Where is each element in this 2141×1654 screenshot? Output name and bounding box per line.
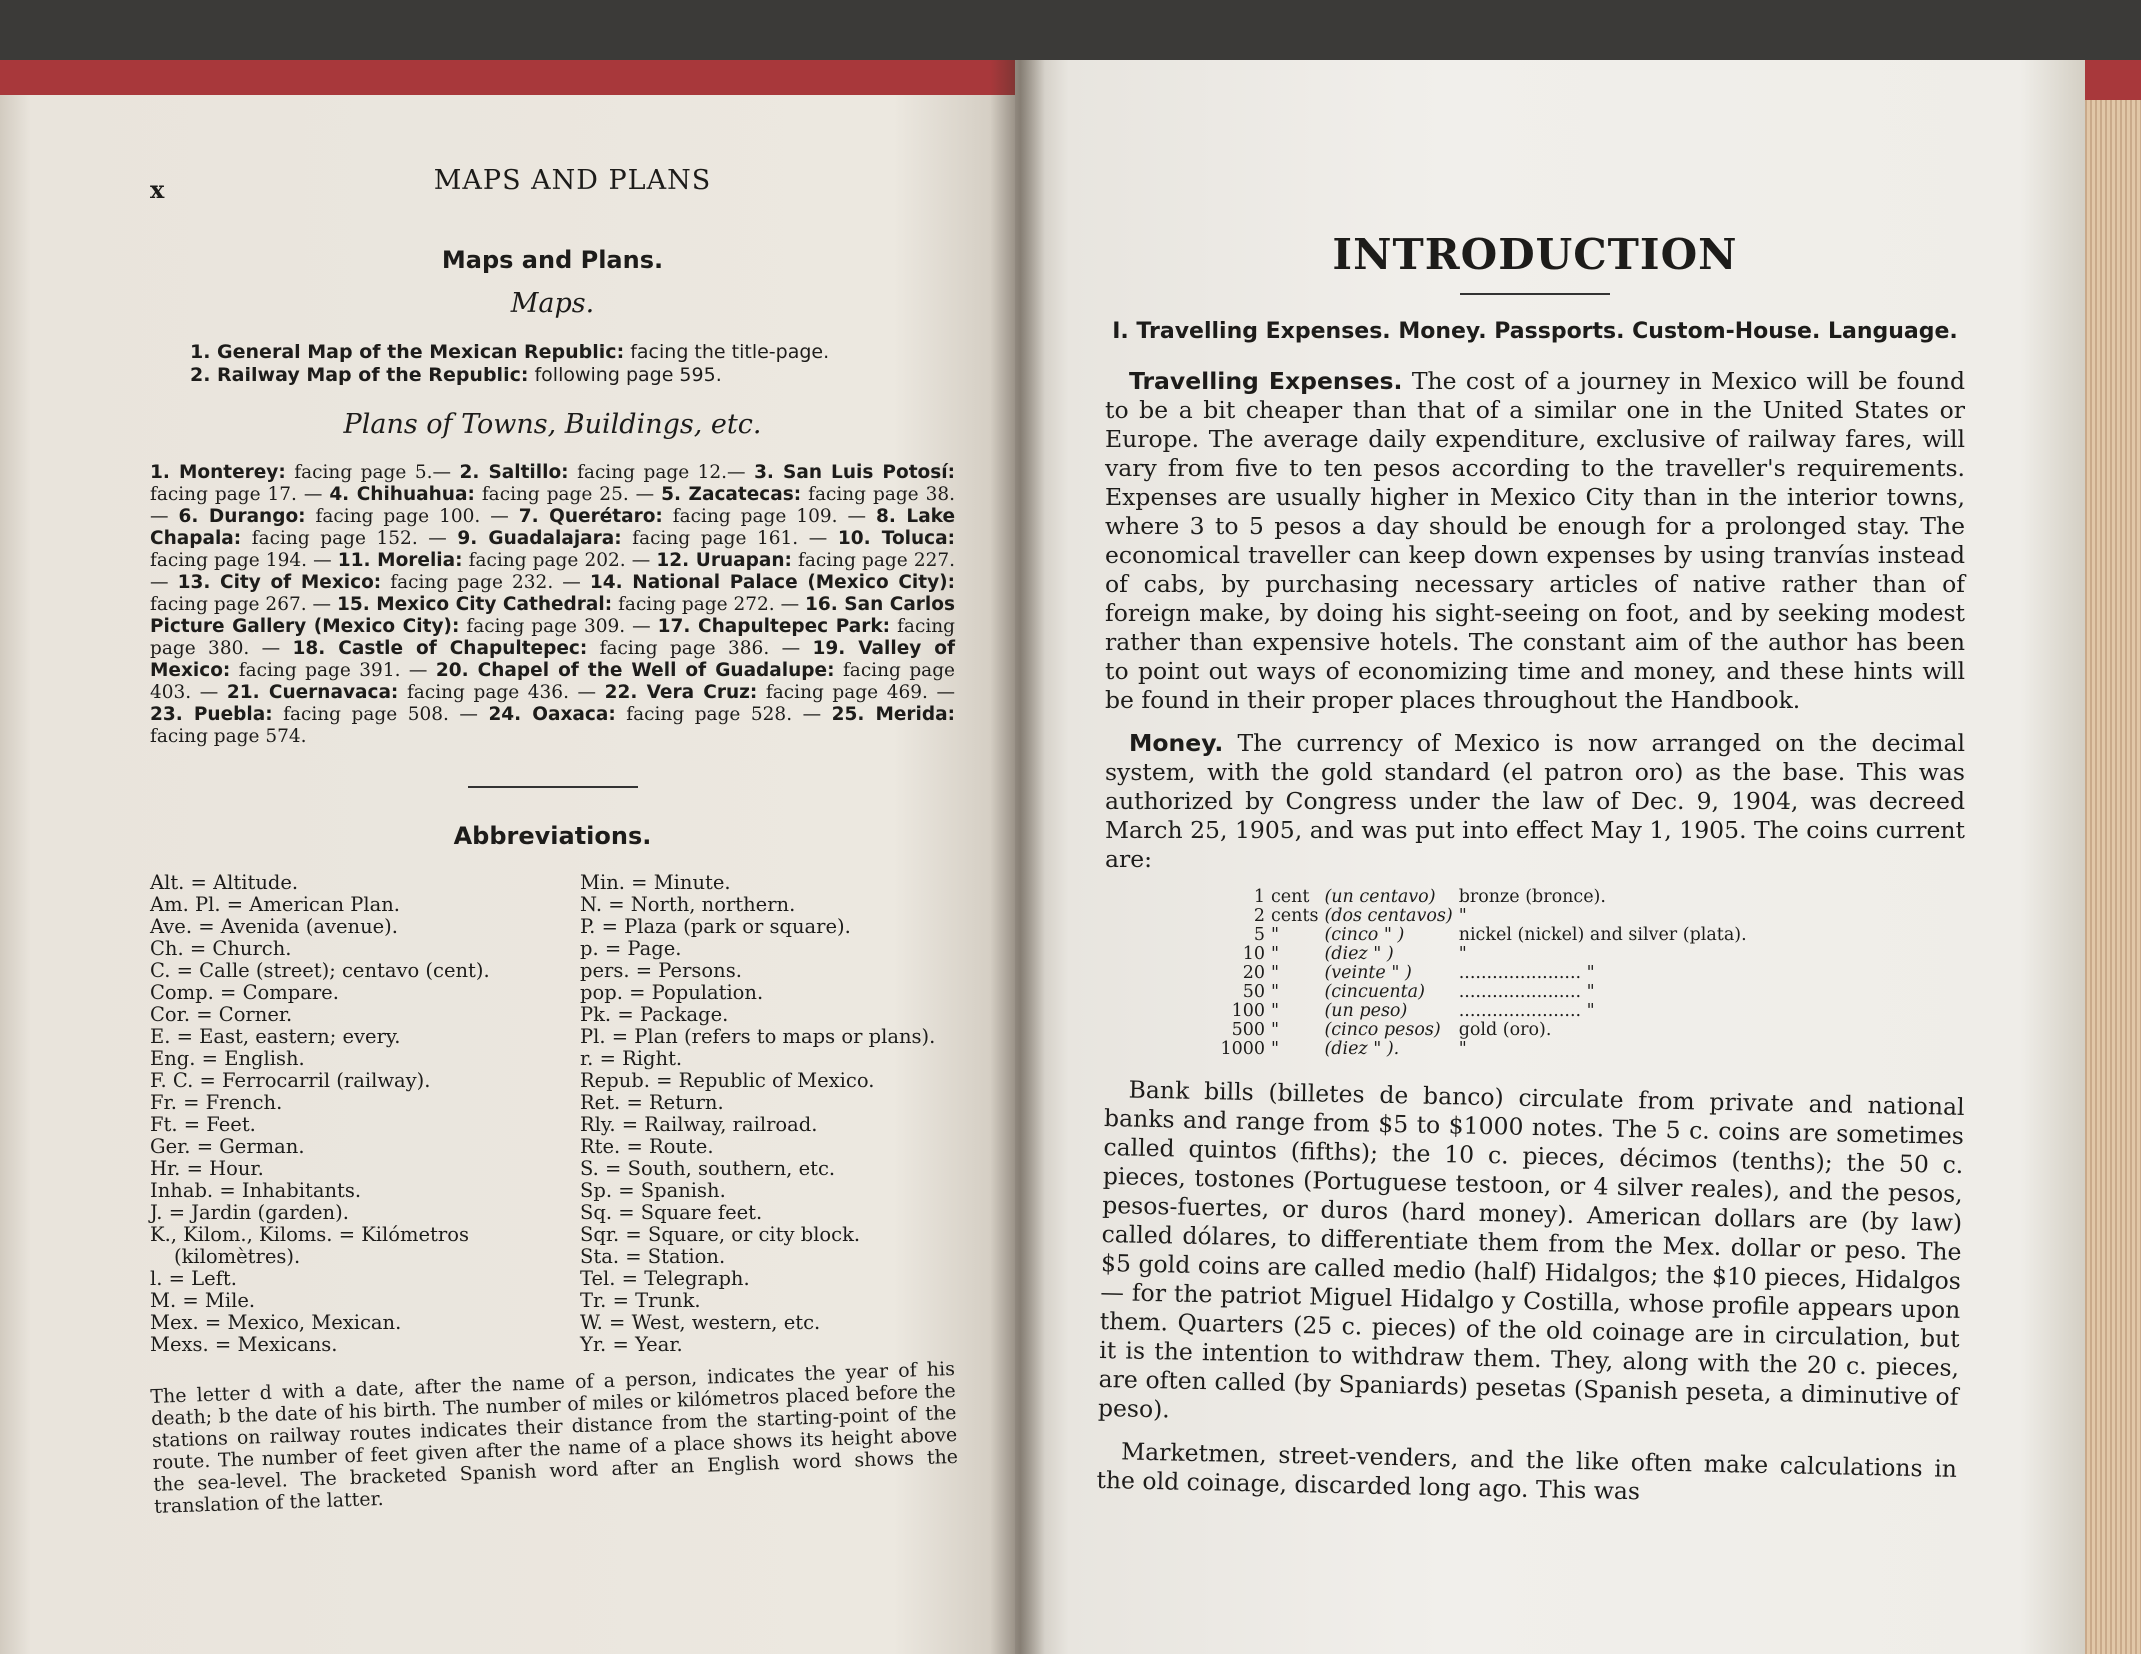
- coin-num: 10: [1242, 944, 1265, 964]
- coin-unit: ": [1271, 982, 1280, 1002]
- abbreviation-item: Min. = Minute.: [580, 871, 731, 894]
- plan-entry: 19. Valley of Mexico: facing page 391. —: [150, 638, 956, 681]
- book-spine: [990, 60, 1045, 1654]
- abbreviation-item: Ave. = Avenida (avenue).: [150, 915, 398, 938]
- plan-entry: 5. Zacatecas: facing page 38. —: [150, 484, 956, 527]
- abbreviation-item: Ch. = Church.: [150, 937, 292, 960]
- coin-row: [1185, 1040, 1753, 1059]
- map-entry: 2. Railway Map of the Republic: following page 595.: [190, 364, 722, 386]
- abbreviation-item: Pl. = Plan (refers to maps or plans).: [580, 1025, 936, 1048]
- coin-unit: ": [1271, 963, 1280, 983]
- abbreviation-item: Rte. = Route.: [580, 1135, 714, 1158]
- plan-entry: 24. Oaxaca: facing page 528. —: [488, 704, 832, 725]
- section-title: Maps and Plans.: [441, 246, 664, 274]
- plan-entry: 4. Chihuahua: facing page 25. —: [329, 484, 662, 505]
- plan-entry: 22. Vera Cruz: facing page 469. —: [604, 682, 956, 703]
- coin-unit: cent: [1271, 887, 1310, 907]
- abbreviation-item: N. = North, northern.: [580, 893, 796, 916]
- marketmen-paragraph: Marketmen, street-venders, and the like often make calculations in the old coinage, discarded long ago. This was: [1096, 1437, 1958, 1506]
- abbreviations-column-left: [150, 872, 570, 1356]
- abbreviation-item: P. = Plaza (park or square).: [580, 915, 851, 938]
- maps-heading: Maps.: [510, 288, 595, 319]
- abbreviation-item: Sqr. = Square, or city block.: [580, 1223, 861, 1246]
- left-page: [0, 95, 1015, 1654]
- chapter-title: INTRODUCTION: [1332, 230, 1738, 279]
- running-head: MAPS AND PLANS: [433, 165, 712, 196]
- maps-list: [150, 341, 955, 387]
- abbreviation-item: Hr. = Hour.: [150, 1157, 264, 1180]
- coin-num: 500: [1231, 1020, 1265, 1040]
- plan-entry: 25. Merida: facing page 574.: [150, 704, 956, 747]
- coin-metal: ...................... ": [1458, 1001, 1595, 1021]
- plan-entry: 14. National Palace (Mexico City): facing page 267. —: [150, 572, 955, 615]
- coin-metal: ": [1458, 906, 1467, 926]
- plan-entry: 12. Uruapan: facing page 227. —: [150, 550, 956, 593]
- plan-entry: 1. Monterey: facing page 5.—: [150, 462, 460, 483]
- coin-num: 50: [1242, 982, 1265, 1002]
- abbreviation-item: W. = West, western, etc.: [580, 1311, 821, 1334]
- bank-bills-paragraph: Bank bills (billetes de banco) circulate from private and national banks and range from $5 to $1000 notes. The 5 c. coins are sometimes called quintos (fifths); the 10 c. pieces, décimos (tenths); the 50 c. pieces, tostones (Portuguese testoon, or 4 silver reales), and the pesos, pesos-fuertes, or duros (hard money). American dollars are (by law) called dólares, to differentiate them from the Mex. dollar or peso. The $5 gold coins are called medio (half) Hidalgos; the $10 pieces, Hidalgos — for the patriot Miguel Hidalgo y Costilla, whose profile appears upon them. Quarters (25 c. pieces) of the old coinage are in circulation, but it is the intention to withdraw them. They, along with the 20 c. pieces, are often called (by Spaniards) pesetas (Spanish peseta, a diminutive of peso).: [1097, 1075, 1965, 1424]
- coin-spanish: (diez " ).: [1324, 1039, 1400, 1059]
- coin-unit: ": [1271, 1039, 1280, 1059]
- abbreviations-title: Abbreviations.: [453, 822, 652, 850]
- coin-row: [1185, 945, 1753, 964]
- coin-spanish: (un centavo): [1324, 887, 1436, 907]
- abbreviation-item: S. = South, southern, etc.: [580, 1157, 836, 1180]
- abbreviation-item: M. = Mile.: [150, 1289, 256, 1312]
- plan-entry: 18. Castle of Chapultepec: facing page 386. —: [292, 638, 813, 659]
- abbreviation-item: Am. Pl. = American Plan.: [150, 893, 400, 916]
- coin-spanish: (diez " ): [1324, 944, 1394, 964]
- abbreviation-item: (kilomètres).: [174, 1245, 301, 1268]
- abbreviation-item: Tr. = Trunk.: [580, 1289, 701, 1312]
- plan-entry: 17. Chapultepec Park: facing page 380. —: [150, 616, 955, 659]
- abbreviation-item: Inhab. = Inhabitants.: [150, 1179, 362, 1202]
- abbreviation-item: K., Kilom., Kiloms. = Kilómetros: [150, 1223, 469, 1246]
- section-divider: [468, 786, 638, 788]
- coin-row: [1185, 1021, 1753, 1040]
- coin-num: 20: [1242, 963, 1265, 983]
- abbreviation-item: l. = Left.: [150, 1267, 237, 1290]
- coin-spanish: (dos centavos): [1324, 906, 1453, 926]
- bank-bills-block: [1096, 1075, 1965, 1513]
- abbreviation-item: Ret. = Return.: [580, 1091, 724, 1114]
- travelling-expenses-paragraph: Travelling Expenses. The cost of a journey in Mexico will be found to be a bit cheaper than that of a similar one in the United States or Europe. The average daily expenditure, exclusive of railway fares, will vary from five to ten pesos according to the traveller's requirements. Expenses are usually higher in Mexico City than in the interior towns, where 3 to 5 pesos a day should be enough for a prolonged stay. The economical traveller can keep down expenses by using tranvías instead of cabs, by purchasing necessary articles of native rather than of foreign make, by doing his sight-seeing on foot, and by seeking modest rather than expensive hotels. The constant aim of the author has been to point out ways of economizing time and money, and these hints will be found in their proper places throughout the Handbook.: [1105, 367, 1965, 714]
- abbreviation-item: pop. = Population.: [580, 981, 764, 1004]
- coin-unit: cents: [1271, 906, 1319, 926]
- plan-entry: 21. Cuernavaca: facing page 436. —: [226, 682, 605, 703]
- coin-metal: gold (oro).: [1458, 1020, 1552, 1040]
- plan-entry: 23. Puebla: facing page 508. —: [150, 704, 489, 725]
- abbreviation-item: Comp. = Compare.: [150, 981, 339, 1004]
- abbreviation-item: Sq. = Square feet.: [580, 1201, 763, 1224]
- abbreviation-item: Alt. = Altitude.: [150, 871, 299, 894]
- coin-spanish: (veinte " ): [1324, 963, 1412, 983]
- abbreviation-item: Rly. = Railway, railroad.: [580, 1113, 818, 1136]
- coin-metal: ...................... ": [1458, 982, 1595, 1002]
- coin-spanish: (un peso): [1324, 1001, 1408, 1021]
- coin-spanish: (cincuenta): [1324, 982, 1425, 1002]
- coin-num: 2: [1253, 906, 1265, 926]
- plan-entry: 13. City of Mexico: facing page 232. —: [177, 572, 590, 593]
- page-number: x: [150, 175, 165, 204]
- coin-unit: ": [1271, 925, 1280, 945]
- abbreviation-item: Sta. = Station.: [580, 1245, 726, 1268]
- plan-entry: 8. Lake Chapala: facing page 152. —: [150, 506, 956, 549]
- money-paragraph: Money. The currency of Mexico is now arranged on the decimal system, with the gold standard (el patron oro) as the base. This was authorized by Congress under the law of Dec. 9, 1904, was decreed March 25, 1905, and was put into effect May 1, 1905. The coins current are:: [1105, 729, 1965, 873]
- plan-entry: 16. San Carlos Picture Gallery (Mexico City): facing page 309. —: [150, 594, 955, 637]
- coin-row: [1185, 1002, 1753, 1021]
- coin-row: [1185, 907, 1753, 926]
- abbreviation-item: Eng. = English.: [150, 1047, 305, 1070]
- plan-entry: 10. Toluca: facing page 194. —: [150, 528, 956, 571]
- abbreviation-item: E. = East, eastern; every.: [150, 1025, 401, 1048]
- plans-list: [150, 462, 955, 748]
- plan-entry: 9. Guadalajara: facing page 161. —: [457, 528, 838, 549]
- abbreviation-item: p. = Page.: [580, 937, 682, 960]
- abbreviation-item: Yr. = Year.: [580, 1333, 683, 1356]
- abbreviations-list: [150, 872, 955, 1356]
- abbreviation-item: Mex. = Mexico, Mexican.: [150, 1311, 402, 1334]
- coin-num: 1: [1253, 887, 1265, 907]
- page-edges: [2085, 100, 2141, 1654]
- abbreviation-item: pers. = Persons.: [580, 959, 742, 982]
- abbreviation-item: Repub. = Republic of Mexico.: [580, 1069, 875, 1092]
- coin-row: [1185, 983, 1753, 1002]
- plan-entry: 20. Chapel of the Well of Guadalupe: facing page 403. —: [150, 660, 955, 703]
- abbreviation-item: Tel. = Telegraph.: [580, 1267, 750, 1290]
- plan-entry: 15. Mexico City Cathedral: facing page 272. —: [336, 594, 806, 615]
- coin-spanish: (cinco pesos): [1324, 1020, 1441, 1040]
- abbreviations-column-right: [580, 872, 955, 1356]
- abbreviation-item: Sp. = Spanish.: [580, 1179, 726, 1202]
- plan-entry: 7. Querétaro: facing page 109. —: [518, 506, 876, 527]
- right-page: [1015, 60, 2085, 1654]
- coin-metal: ...................... ": [1458, 963, 1595, 983]
- abbreviation-item: J. = Jardin (garden).: [150, 1201, 349, 1224]
- coin-metal: bronze (bronce).: [1458, 887, 1606, 907]
- map-entry: 1. General Map of the Mexican Republic: facing the title-page.: [190, 341, 830, 363]
- abbreviation-item: Cor. = Corner.: [150, 1003, 293, 1026]
- coin-metal: ": [1458, 944, 1467, 964]
- abbreviation-item: F. C. = Ferrocarril (railway).: [150, 1069, 431, 1092]
- coin-row: [1185, 926, 1753, 945]
- abbreviation-item: Fr. = French.: [150, 1091, 283, 1114]
- coin-metal: nickel (nickel) and silver (plata).: [1458, 925, 1747, 945]
- abbreviation-item: Ger. = German.: [150, 1135, 305, 1158]
- note-paragraph: The letter d with a date, after the name of a person, indicates the year of his death; b the date of his birth. The number of miles or kilómetros placed before the stations on railway routes indicates their distance from the starting-point of the route. The number of feet given after the name of a place shows its height above the sea-level. The bracketed Spanish word after an English word shows the translation of the latter.: [150, 1357, 959, 1518]
- coin-num: 5: [1253, 925, 1265, 945]
- coin-unit: ": [1271, 944, 1280, 964]
- coin-row: [1185, 964, 1753, 983]
- coin-metal: ": [1458, 1039, 1467, 1059]
- plans-heading: Plans of Towns, Buildings, etc.: [343, 409, 762, 440]
- coin-row: [1185, 888, 1753, 907]
- abbreviation-item: Ft. = Feet.: [150, 1113, 256, 1136]
- abbreviation-item: r. = Right.: [580, 1047, 683, 1070]
- section-heading: I. Travelling Expenses. Money. Passports. Custom-House. Language.: [1112, 319, 1958, 344]
- plan-entry: 6. Durango: facing page 100. —: [178, 506, 519, 527]
- coin-num: 100: [1231, 1001, 1265, 1021]
- coin-unit: ": [1271, 1020, 1280, 1040]
- coin-spanish: (cinco " ): [1324, 925, 1405, 945]
- abbreviation-item: C. = Calle (street); centavo (cent).: [150, 959, 490, 982]
- plan-entry: 11. Morelia: facing page 202. —: [337, 550, 657, 571]
- title-rule: [1460, 293, 1610, 295]
- coin-num: 1000: [1220, 1039, 1265, 1059]
- abbreviation-item: Mexs. = Mexicans.: [150, 1333, 338, 1356]
- plan-entry: 3. San Luis Potosí: facing page 17. —: [150, 462, 955, 505]
- abbreviation-item: Pk. = Package.: [580, 1003, 729, 1026]
- coins-table: [1185, 888, 1753, 1059]
- coin-unit: ": [1271, 1001, 1280, 1021]
- plan-entry: 2. Saltillo: facing page 12.—: [459, 462, 755, 483]
